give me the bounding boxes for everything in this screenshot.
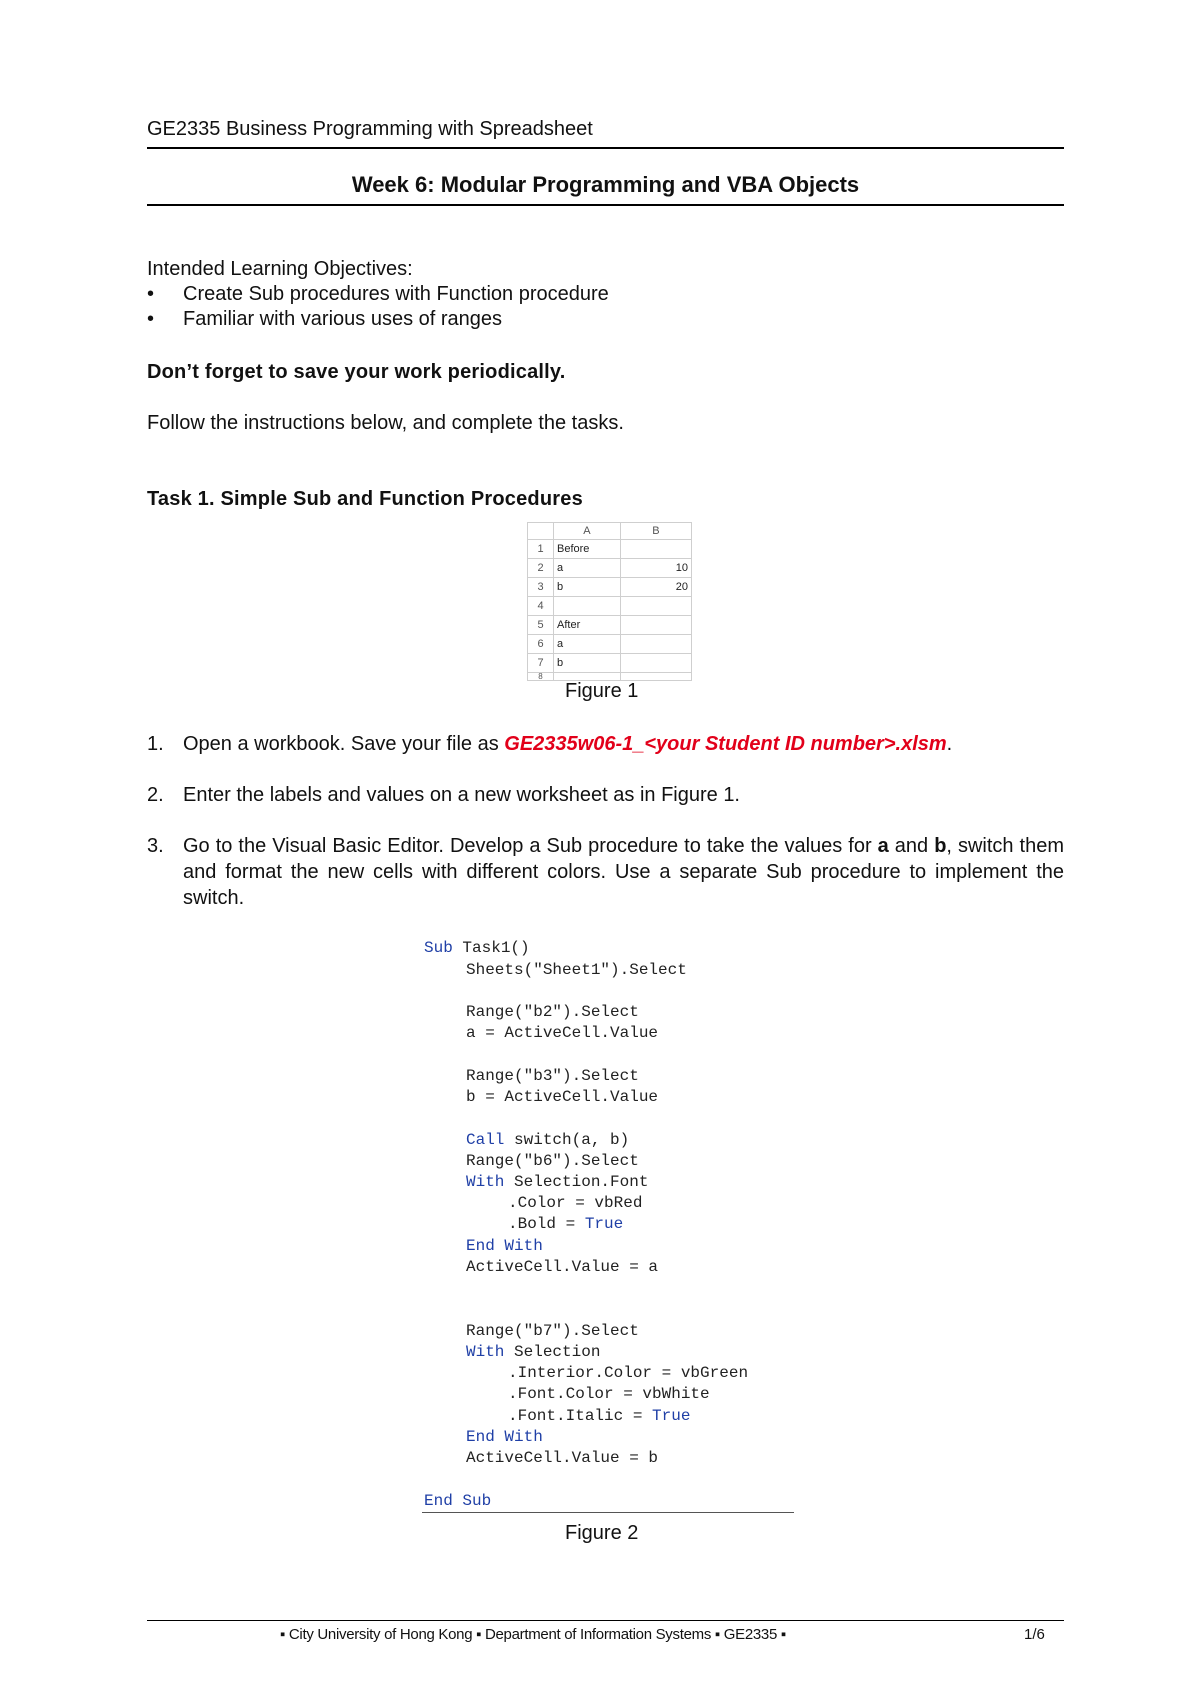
table-row: 1 Before — [528, 540, 692, 559]
footer-divider — [147, 1620, 1064, 1621]
spreadsheet-table — [527, 522, 692, 681]
code-keyword: End With — [466, 1428, 543, 1446]
code-text: .Interior.Color = vbGreen — [508, 1364, 749, 1382]
code-line — [466, 1321, 639, 1341]
step-2: 2. Enter the labels and values on a new worksheet as in Figure 1. — [147, 784, 740, 806]
table-row: 6 a — [528, 635, 692, 654]
code-line — [466, 1172, 648, 1192]
page-title: Week 6: Modular Programming and VBA Objects — [147, 172, 1064, 206]
code-text: ActiveCell.Value = a — [466, 1258, 659, 1276]
figure1-spreadsheet — [527, 522, 692, 681]
code-keyword: End Sub — [424, 1492, 492, 1510]
code-text: ActiveCell.Value = b — [466, 1449, 659, 1467]
code-line — [508, 1214, 623, 1234]
code-line — [508, 1406, 690, 1426]
bullet-icon: • — [147, 308, 155, 330]
code-divider — [422, 1512, 794, 1513]
code-line — [508, 1193, 642, 1213]
filename-highlight: GE2335w06-1_<your Student ID number>.xlsm — [504, 733, 947, 755]
code-line — [466, 1087, 658, 1107]
instructions-text: Follow the instructions below, and complete the tasks. — [147, 412, 624, 434]
code-keyword: End With — [466, 1237, 543, 1255]
code-line — [466, 1151, 639, 1171]
column-header: B — [620, 523, 691, 540]
code-text: b = ActiveCell.Value — [466, 1088, 659, 1106]
table-row: 2 a 10 — [528, 559, 692, 578]
code-text: .Bold = — [508, 1215, 585, 1233]
table-row: 8 — [528, 673, 692, 681]
code-keyword: Call — [466, 1131, 505, 1149]
code-text: a = ActiveCell.Value — [466, 1024, 659, 1042]
code-text: Range("b6").Select — [466, 1152, 639, 1170]
objectives-heading: Intended Learning Objectives: — [147, 258, 413, 280]
code-keyword: True — [652, 1407, 691, 1425]
objective-item: • Create Sub procedures with Function procedure — [147, 283, 609, 305]
code-line — [466, 1236, 543, 1256]
column-header-row — [528, 523, 692, 540]
code-text: Range("b7").Select — [466, 1322, 639, 1340]
table-row: 3 b 20 — [528, 578, 692, 597]
code-line — [466, 1023, 658, 1043]
code-keyword: With — [466, 1173, 505, 1191]
page-footer: ▪ City University of Hong Kong ▪ Department of Information Systems ▪ GE2335 ▪ — [280, 1626, 786, 1643]
code-line — [466, 1342, 600, 1362]
code-text: Task1() — [452, 939, 530, 957]
step-3: 3. Go to the Visual Basic Editor. Develop a Sub procedure to take the values for a and b, switch them and format the new cells with different colors. Use a separate Sub procedure to implement the switch. — [147, 835, 1065, 909]
code-text: switch(a, b) — [504, 1131, 630, 1149]
objective-item: • Familiar with various uses of ranges — [147, 308, 503, 330]
code-text: Selection.Font — [504, 1173, 649, 1191]
code-text: Range("b2").Select — [466, 1003, 639, 1021]
code-line — [466, 1448, 658, 1468]
table-row: 4 — [528, 597, 692, 616]
code-keyword: True — [584, 1215, 624, 1233]
code-text: Selection — [504, 1343, 601, 1361]
table-row: 5 After — [528, 616, 692, 635]
code-line — [424, 938, 530, 958]
code-keyword: Sub — [424, 939, 453, 957]
bullet-icon: • — [147, 283, 155, 305]
code-line — [466, 1257, 658, 1277]
step-1: 1. Open a workbook. Save your file as GE2335w06-1_<your Student ID number>.xlsm. — [147, 733, 953, 755]
code-line — [466, 1427, 543, 1447]
code-text: .Font.Italic = — [508, 1407, 653, 1425]
code-line — [466, 960, 687, 980]
code-line — [466, 1066, 639, 1086]
page-header: GE2335 Business Programming with Spreadsheet — [147, 118, 1064, 149]
code-line — [424, 1491, 491, 1511]
table-row: 7 b — [528, 654, 692, 673]
code-keyword: With — [466, 1343, 505, 1361]
task-heading: Task 1. Simple Sub and Function Procedures — [147, 488, 583, 510]
code-text: .Color = vbRed — [508, 1194, 643, 1212]
save-reminder: Don’t forget to save your work periodically. — [147, 361, 566, 383]
code-line — [508, 1384, 710, 1404]
code-line — [466, 1130, 629, 1150]
figure1-caption: Figure 1 — [565, 680, 639, 702]
column-header: A — [554, 523, 621, 540]
page-number: 1/6 — [1024, 1626, 1045, 1643]
code-text: .Font.Color = vbWhite — [508, 1385, 710, 1403]
code-line — [508, 1363, 748, 1383]
code-line — [466, 1002, 639, 1022]
code-text: Sheets("Sheet1").Select — [466, 961, 687, 979]
code-text: Range("b3").Select — [466, 1067, 639, 1085]
figure2-caption: Figure 2 — [565, 1522, 639, 1544]
